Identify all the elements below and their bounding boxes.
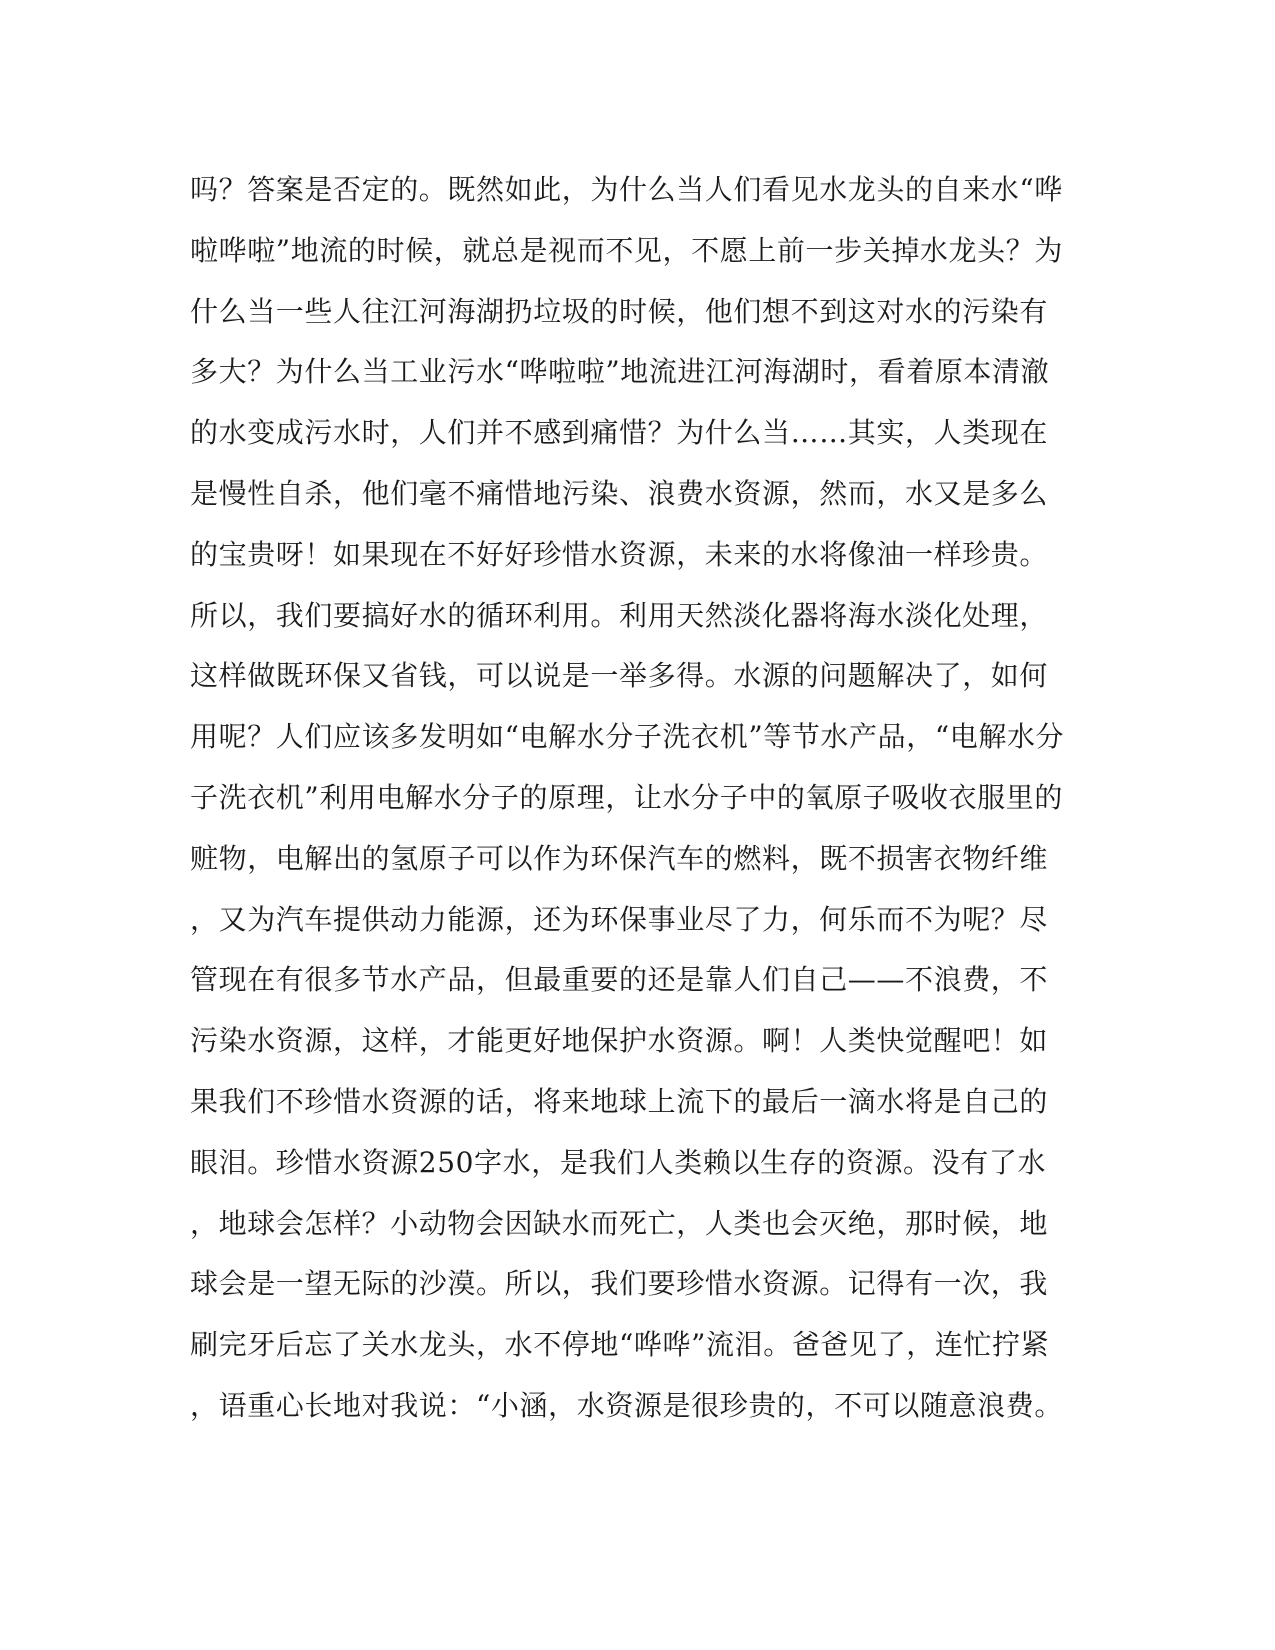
text-line: ，又为汽车提供动力能源，还为环保事业尽了力，何乐而不为呢？尽 [190, 902, 1049, 936]
text-line: 果我们不珍惜水资源的话，将来地球上流下的最后一滴水将是自己的 [190, 1084, 1049, 1118]
text-line: 的宝贵呀！如果现在不好好珍惜水资源，未来的水将像油一样珍贵。 [190, 537, 1049, 571]
text-line: 所以，我们要搞好水的循环利用。利用天然淡化器将海水淡化处理， [190, 598, 1049, 632]
text-line: 用呢？人们应该多发明如“电解水分子洗衣机”等节水产品，“电解水分 [190, 720, 1065, 754]
text-line: 啦哗啦”地流的时候，就总是视而不见，不愿上前一步关掉水龙头？为 [190, 233, 1063, 267]
text-line: ，语重心长地对我说：“小涵，水资源是很珍贵的，不可以随意浪费。 [190, 1388, 1063, 1422]
text-line: 的水变成污水时，人们并不感到痛惜？为什么当……其实，人类现在 [190, 416, 1049, 450]
text-line: 刷完牙后忘了关水龙头，水不停地“哗哗”流泪。爸爸见了，连忙拧紧 [190, 1328, 1050, 1362]
text-line: ，地球会怎样？小动物会因缺水而死亡，人类也会灭绝，那时候，地 [190, 1206, 1049, 1240]
text-line: 球会是一望无际的沙漠。所以，我们要珍惜水资源。记得有一次，我 [190, 1267, 1049, 1301]
text-line: 子洗衣机”利用电解水分子的原理，让水分子中的氧原子吸收衣服里的 [190, 780, 1063, 814]
text-line: 赃物，电解出的氢原子可以作为环保汽车的燃料，既不损害衣物纤维 [190, 841, 1049, 875]
text-line: 吗？答案是否定的。既然如此，为什么当人们看见水龙头的自来水“哗 [190, 173, 1063, 206]
text-line: 什么当一些人往江河海湖扔垃圾的时候，他们想不到这对水的污染有 [190, 294, 1049, 328]
body-text [190, 160, 1090, 1437]
text-line: 这样做既环保又省钱，可以说是一举多得。水源的问题解决了，如何 [190, 659, 1049, 693]
text-line: 污染水资源，这样，才能更好地保护水资源。啊！人类快觉醒吧！如 [190, 1024, 1049, 1058]
text-line: 眼泪。珍惜水资源250字水，是我们人类赖以生存的资源。没有了水 [190, 1145, 1047, 1179]
text-line: 管现在有很多节水产品，但最重要的还是靠人们自己——不浪费，不 [190, 963, 1049, 997]
text-line: 是慢性自杀，他们毫不痛惜地污染、浪费水资源，然而，水又是多么 [190, 476, 1049, 510]
text-line: 多大？为什么当工业污水“哗啦啦”地流进江河海湖时，看着原本清澈 [190, 355, 1050, 389]
